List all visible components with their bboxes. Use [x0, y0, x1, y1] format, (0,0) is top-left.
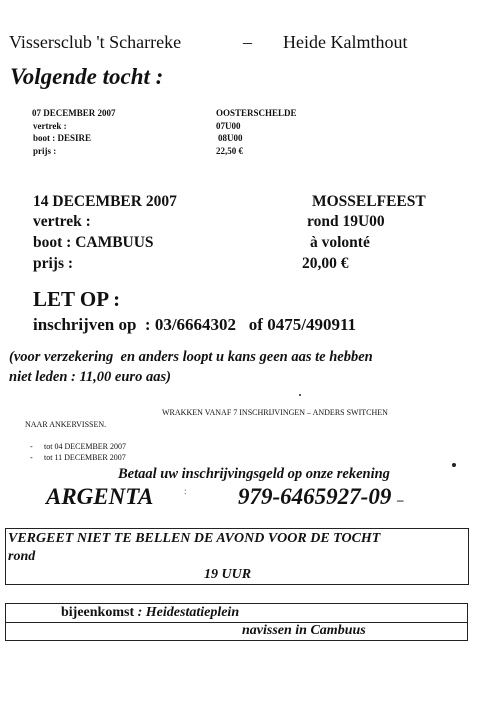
header-dash: –: [243, 32, 252, 52]
payment-account: 979-6465927-09: [238, 484, 392, 509]
notice-signup: inschrijven op : 03/6664302 of 0475/490911: [33, 315, 357, 334]
trip1-label-2: prijs :: [33, 146, 57, 156]
wreck-line2: NAAR ANKERVISSEN.: [25, 420, 107, 429]
payment-dots: :: [184, 486, 187, 496]
wreck-item-1: tot 11 DECEMBER 2007: [44, 453, 126, 462]
meeting-divider: [6, 622, 467, 623]
meeting-place: : Heidestatieplein: [137, 605, 240, 620]
trip2-value-2: 20,00 €: [302, 255, 349, 272]
trip1-date: 07 DECEMBER 2007: [32, 108, 116, 118]
trip1-value-1: 08U00: [218, 133, 243, 143]
wreck-bullet-0: -: [30, 442, 33, 451]
trip2-value-1: à volonté: [310, 234, 370, 251]
meeting-row: [61, 605, 239, 621]
reminder-line2: rond: [8, 549, 36, 564]
reminder-box: [5, 528, 469, 585]
trip1-destination: OOSTERSCHELDE: [216, 108, 297, 118]
trip1-value-2: 22,50 €: [216, 146, 243, 156]
meeting-note: navissen in Cambuus: [242, 623, 366, 638]
ink-mark: [452, 463, 456, 467]
reminder-time: 19 UUR: [204, 567, 252, 582]
meeting-label: bijeenkomst: [61, 605, 135, 620]
wreck-bullet-1: -: [30, 453, 33, 462]
reminder-line1: VERGEET NIET TE BELLEN DE AVOND VOOR DE TOCHT: [8, 531, 381, 546]
trip1-value-0: 07U00: [216, 121, 241, 131]
speck-mark: [299, 394, 301, 396]
meeting-box: [5, 603, 468, 641]
trip1-label-1: boot : DESIRE: [33, 133, 92, 143]
payment-instruction: Betaal uw inschrijvingsgeld op onze rekening: [118, 466, 390, 482]
trip2-destination: MOSSELFEEST: [312, 193, 426, 210]
page-title: Volgende tocht :: [10, 64, 164, 89]
trip2-label-0: vertrek :: [33, 213, 91, 230]
wreck-item-0: tot 04 DECEMBER 2007: [44, 442, 127, 451]
wreck-line1: WRAKKEN VANAF 7 INSCHRIJVINGEN – ANDERS SWITCHEN: [162, 408, 388, 417]
header-location: Heide Kalmthout: [283, 32, 408, 52]
trip2-date: 14 DECEMBER 2007: [33, 193, 177, 210]
notice-heading: LET OP :: [33, 287, 121, 311]
payment-trail: –: [397, 492, 404, 507]
trip1-label-0: vertrek :: [33, 121, 67, 131]
insurance-line1: (voor verzekering en anders loopt u kans geen aas te hebben: [9, 349, 373, 365]
insurance-line2: niet leden : 11,00 euro aas): [9, 369, 171, 385]
payment-bank: ARGENTA: [46, 484, 154, 509]
header-club: Vissersclub 't Scharreke: [9, 32, 182, 52]
trip2-value-0: rond 19U00: [307, 213, 385, 230]
trip2-label-1: boot : CAMBUUS: [33, 234, 154, 251]
trip2-label-2: prijs :: [33, 255, 74, 272]
